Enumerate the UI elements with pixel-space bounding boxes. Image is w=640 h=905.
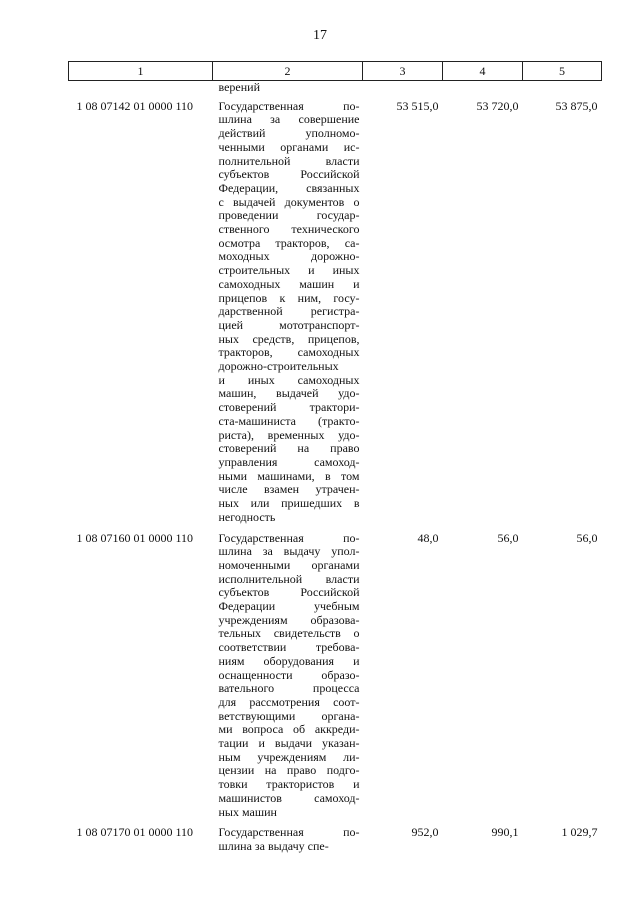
description-line: ветствующими органа-: [218, 708, 360, 723]
amount-cell-col3: 952,0: [411, 825, 439, 840]
amount-cell-col5: 53 875,0: [555, 98, 598, 113]
amount-cell-col3: 48,0: [417, 530, 439, 545]
description-cell: [213, 826, 363, 860]
budget-code-cell: 1 08 07160 01 0000 110: [76, 530, 194, 545]
description-line: моходных дорожно-: [218, 249, 360, 264]
description-line: проведении государ-: [218, 208, 360, 223]
description-line: субъектов Российской: [218, 585, 360, 600]
description-line: негодность: [218, 509, 276, 524]
description-line: ственного технического: [218, 222, 360, 237]
amount-cell-col3: 53 515,0: [396, 98, 439, 113]
description-line: риста), временных удо-: [218, 427, 360, 442]
description-line: стоверений на право: [218, 441, 360, 456]
description-line: действий уполномо-: [218, 126, 360, 141]
column-header-3: 3: [363, 62, 443, 81]
description-cell: [213, 532, 363, 827]
description-line: самоходных машин и: [218, 276, 360, 291]
column-header-5: 5: [523, 62, 602, 81]
description-line: шлина за выдачу упол-: [218, 544, 360, 559]
description-line: Федерации учебным: [218, 599, 360, 614]
table-row: [69, 100, 602, 532]
description-line: тации и выдачи указан-: [218, 736, 360, 751]
amount-cell-col4: 990,1: [491, 825, 519, 840]
budget-table: [68, 61, 602, 861]
description-line: дорожно-строительных: [218, 359, 339, 374]
description-line: учреждениям образова-: [218, 612, 360, 627]
description-line: Федерации, связанных: [218, 180, 360, 195]
description-line: для рассмотрения соот-: [218, 694, 360, 709]
budget-code-cell: 1 08 07142 01 0000 110: [76, 98, 194, 113]
table-header-row: [69, 62, 602, 81]
amount-cell-col4: 53 720,0: [476, 98, 519, 113]
description-line: шлина за выдачу спе-: [218, 838, 329, 853]
description-line: Государственная по-: [218, 98, 360, 113]
description-line: товки трактористов и: [218, 777, 360, 792]
description-line: вательного процесса: [218, 681, 360, 696]
description-line: стоверений трактори-: [218, 400, 360, 415]
budget-code-cell: 1 08 07170 01 0000 110: [76, 825, 194, 840]
description-line: субъектов Российской: [218, 167, 360, 182]
description-line: и иных самоходных: [218, 372, 360, 387]
description-line: цией мототранспорт-: [218, 317, 360, 332]
description-line: ных или пришедших в: [218, 496, 360, 511]
description-line: числе взамен утрачен-: [218, 482, 360, 497]
description-line: тракторов, самоходных: [218, 345, 360, 360]
description-line: Государственная по-: [218, 530, 360, 545]
description-line: ными машинами, в том: [218, 468, 360, 483]
description-line: соответствии требова-: [218, 640, 360, 655]
page-number: 17: [313, 28, 327, 43]
table-row: [69, 826, 602, 860]
amount-cell-col5: 56,0: [576, 530, 598, 545]
description-line: ста-машиниста (тракто-: [218, 413, 360, 428]
continuation-text: верений: [218, 80, 261, 94]
description-line: цензии на право подго-: [218, 763, 360, 778]
description-line: строительных и иных: [218, 263, 360, 278]
column-header-1: 1: [69, 62, 213, 81]
description-line: дарственной регистра-: [218, 304, 360, 319]
description-line: исполнительной власти: [218, 571, 360, 586]
description-line: ченными органами ис-: [218, 139, 360, 154]
description-line: номоченными органами: [218, 557, 360, 572]
description-line: ных машин: [218, 804, 277, 819]
description-line: Государственная по-: [218, 825, 360, 840]
description-line: ниям оборудования и: [218, 653, 360, 668]
description-line: тельных свидетельств о: [218, 626, 360, 641]
amount-cell-col4: 56,0: [497, 530, 519, 545]
continuation-row: [69, 81, 602, 100]
description-line: оснащенности образо-: [218, 667, 360, 682]
column-header-2: 2: [213, 62, 363, 81]
description-line: с выдачей документов о: [218, 194, 360, 209]
description-line: шлина за совершение: [218, 112, 360, 127]
column-header-4: 4: [443, 62, 523, 81]
description-line: ми вопроса об аккреди-: [218, 722, 360, 737]
description-line: полнительной власти: [218, 153, 360, 168]
description-cell: [213, 100, 363, 532]
table-row: [69, 532, 602, 827]
description-line: осмотра тракторов, са-: [218, 235, 360, 250]
description-line: ным учреждениям ли-: [218, 749, 360, 764]
description-line: ных средств, прицепов,: [218, 331, 360, 346]
description-line: машинистов самоход-: [218, 790, 360, 805]
description-line: машин, выдачей удо-: [218, 386, 360, 401]
description-line: управления самоход-: [218, 454, 360, 469]
amount-cell-col5: 1 029,7: [561, 825, 598, 840]
description-line: прицепов к ним, госу-: [218, 290, 360, 305]
